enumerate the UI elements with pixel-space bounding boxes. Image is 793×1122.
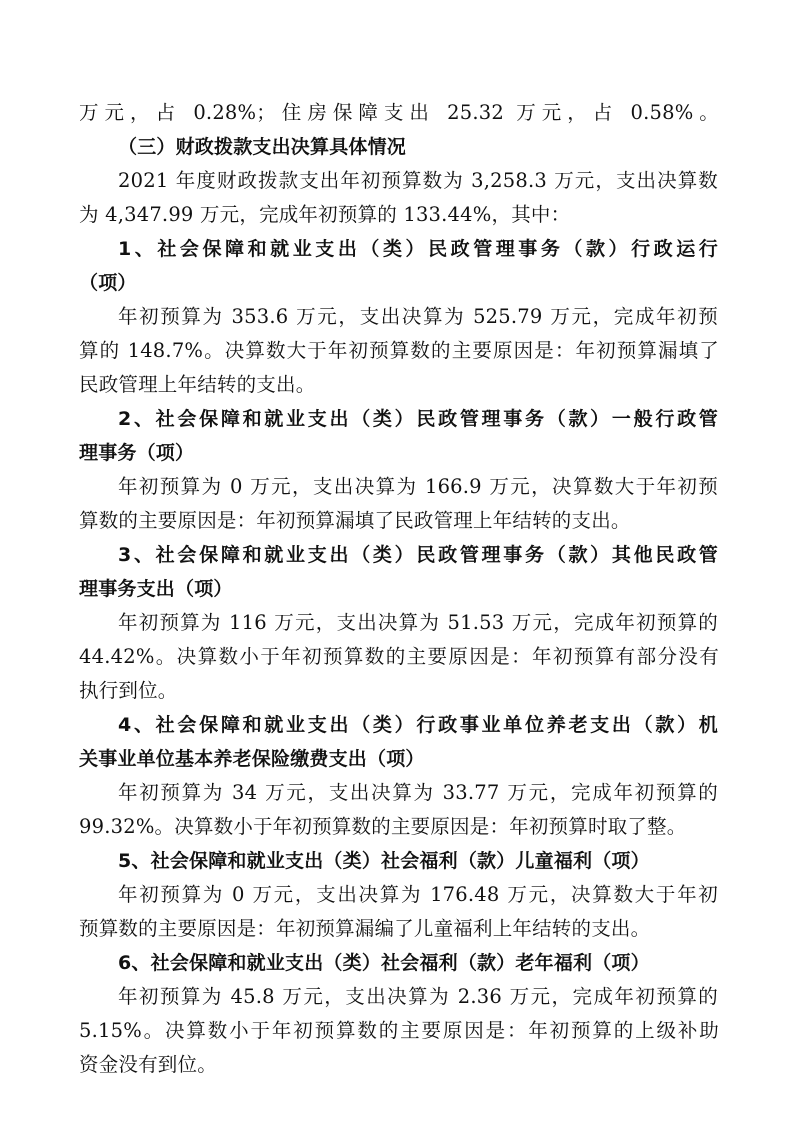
item-heading: 关事业单位基本养老保险缴费支出（项） — [79, 748, 425, 770]
item-heading: 4、社会保障和就业支出（类）行政事业单位养老支出（款）机 — [118, 714, 718, 736]
paragraph-line: 算数的主要原因是：年初预算漏填了民政管理上年结转的支出。 — [79, 509, 631, 532]
item-heading: 1、社会保障和就业支出（类）民政管理事务（款）行政运行 — [118, 238, 718, 260]
paragraph-line: 44.42%。决算数小于年初预算数的主要原因是：年初预算有部分没有 — [79, 645, 719, 668]
item-heading: 6、社会保障和就业支出（类）社会福利（款）老年福利（项） — [118, 952, 650, 974]
paragraph-line: 资金没有到位。 — [79, 1053, 217, 1076]
paragraph-line: 执行到位。 — [79, 679, 178, 702]
paragraph-line: 年初预算为 45.8 万元，支出决算为 2.36 万元，完成年初预算的 — [118, 985, 718, 1008]
paragraph-line: 万元，占 0.28%；住房保障支出 25.32 万元，占 0.58%。 — [79, 101, 719, 124]
paragraph-line: 5.15%。决算数小于年初预算数的主要原因是：年初预算的上级补助 — [79, 1019, 719, 1042]
paragraph-line: 年初预算为 116 万元，支出决算为 51.53 万元，完成年初预算的 — [118, 611, 718, 634]
section-heading: （三）财政拨款支出决算具体情况 — [118, 136, 407, 158]
item-heading: 理事务支出（项） — [79, 578, 233, 600]
item-heading: 3、社会保障和就业支出（类）民政管理事务（款）其他民政管 — [118, 544, 718, 566]
paragraph-line: 年初预算为 0 万元，支出决算为 176.48 万元，决算数大于年初 — [118, 883, 718, 906]
paragraph-line: 预算数的主要原因是：年初预算漏编了儿童福利上年结转的支出。 — [79, 917, 651, 940]
paragraph-line: 民政管理上年结转的支出。 — [79, 373, 316, 396]
paragraph-line: 为 4,347.99 万元，完成年初预算的 133.44%，其中： — [79, 203, 571, 226]
paragraph-line: 算的 148.7%。决算数大于年初预算数的主要原因是：年初预算漏填了 — [79, 339, 719, 362]
paragraph-line: 99.32%。决算数小于年初预算数的主要原因是：年初预算时取了整。 — [79, 815, 687, 838]
item-heading: （项） — [79, 272, 137, 294]
item-heading: 2、社会保障和就业支出（类）民政管理事务（款）一般行政管 — [118, 408, 718, 430]
item-heading: 理事务（项） — [79, 442, 195, 464]
paragraph-line: 年初预算为 353.6 万元，支出决算为 525.79 万元，完成年初预 — [118, 305, 718, 328]
paragraph-line: 2021 年度财政拨款支出年初预算数为 3,258.3 万元，支出决算数 — [118, 169, 718, 192]
item-heading: 5、社会保障和就业支出（类）社会福利（款）儿童福利（项） — [118, 850, 650, 872]
paragraph-line: 年初预算为 34 万元，支出决算为 33.77 万元，完成年初预算的 — [118, 781, 718, 804]
paragraph-line: 年初预算为 0 万元，支出决算为 166.9 万元，决算数大于年初预 — [118, 475, 718, 498]
